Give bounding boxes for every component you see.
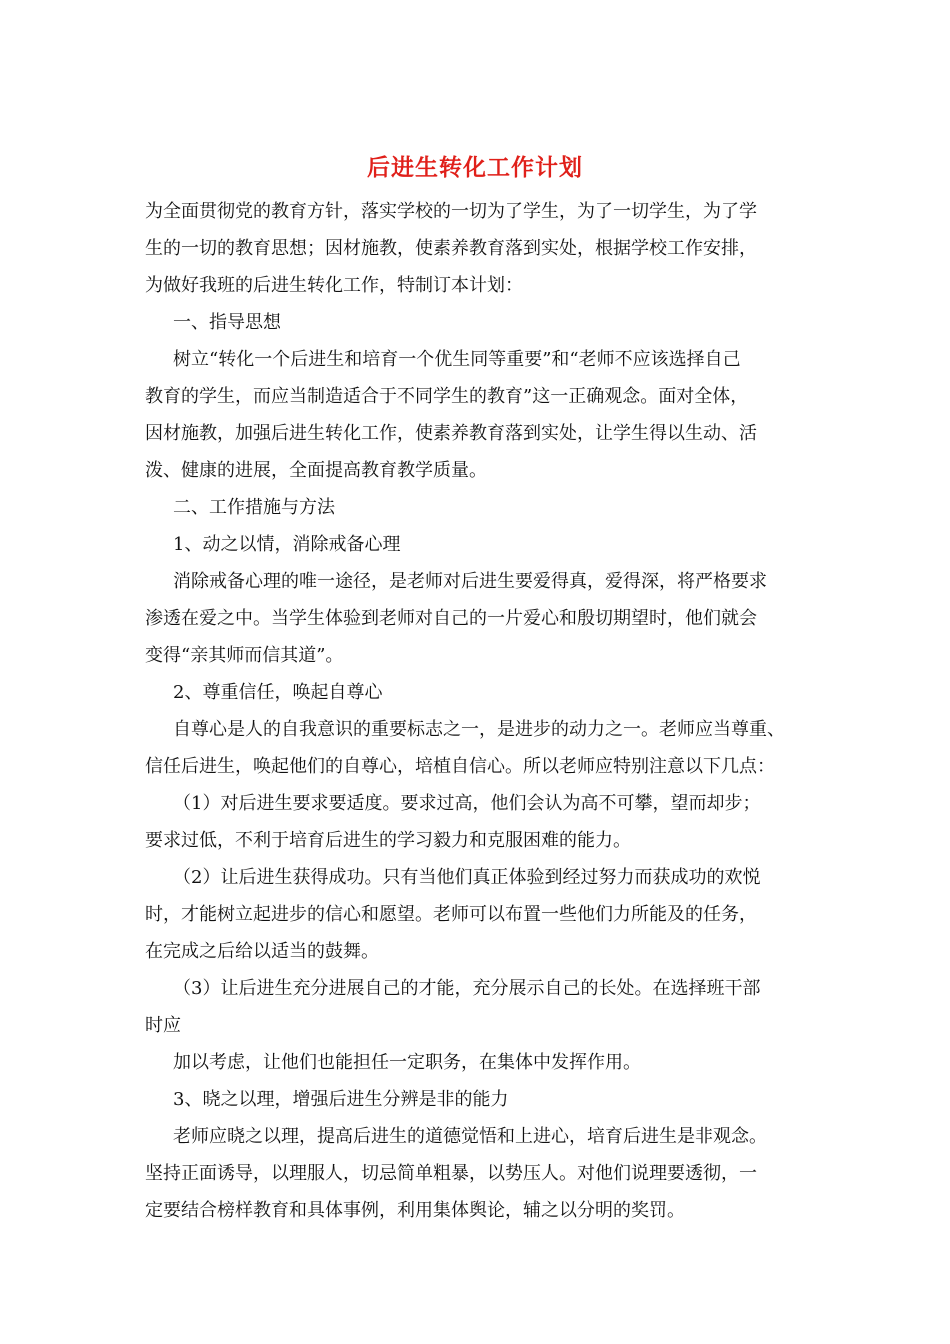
text-line: 自尊心是人的自我意识的重要标志之一，是进步的动力之一。老师应当尊重、 [173, 719, 785, 740]
text-line: 要求过低，不利于培育后进生的学习毅力和克服困难的能力。 [145, 830, 631, 851]
text-line: 生的一切的教育思想；因材施教，使素养教育落到实处，根据学校工作安排， [145, 238, 757, 259]
text-line: 1、动之以情，消除戒备心理 [173, 534, 401, 555]
text-line: 老师应晓之以理，提高后进生的道德觉悟和上进心，培育后进生是非观念。 [173, 1126, 767, 1147]
document-title: 后进生转化工作计划 [367, 154, 583, 181]
text-line: 渗透在爱之中。当学生体验到老师对自己的一片爱心和殷切期望时，他们就会 [145, 608, 757, 629]
text-line: 时，才能树立起进步的信心和愿望。老师可以布置一些他们力所能及的任务， [145, 904, 757, 925]
text-line: （3）让后进生充分进展自己的才能，充分展示自己的长处。在选择班干部 [173, 978, 761, 999]
text-line: 在完成之后给以适当的鼓舞。 [145, 941, 379, 962]
text-line: 为做好我班的后进生转化工作，特制订本计划： [145, 275, 523, 296]
text-line: 一、指导思想 [173, 312, 281, 333]
text-line: 树立“转化一个后进生和培育一个优生同等重要”和“老师不应该选择自己 [173, 349, 741, 370]
text-line: 2、尊重信任，唤起自尊心 [173, 682, 383, 703]
text-line: 消除戒备心理的唯一途径，是老师对后进生要爱得真，爱得深，将严格要求 [173, 571, 767, 592]
text-line: 时应 [145, 1015, 181, 1036]
text-line: （1）对后进生要求要适度。要求过高，他们会认为高不可攀，望而却步； [173, 793, 761, 814]
text-line: （2）让后进生获得成功。只有当他们真正体验到经过努力而获成功的欢悦 [173, 867, 761, 888]
text-line: 二、工作措施与方法 [173, 497, 335, 518]
text-line: 坚持正面诱导，以理服人，切忌简单粗暴，以势压人。对他们说理要透彻，一 [145, 1163, 757, 1184]
text-line: 为全面贯彻党的教育方针，落实学校的一切为了学生，为了一切学生，为了学 [145, 201, 757, 222]
text-line: 泼、健康的进展，全面提高教育教学质量。 [145, 460, 487, 481]
text-line: 因材施教，加强后进生转化工作，使素养教育落到实处，让学生得以生动、活 [145, 423, 757, 444]
text-line: 3、晓之以理，增强后进生分辨是非的能力 [173, 1089, 509, 1110]
text-line: 定要结合榜样教育和具体事例，利用集体舆论，辅之以分明的奖罚。 [145, 1200, 685, 1221]
text-line: 教育的学生，而应当制造适合于不同学生的教育”这一正确观念。面对全体， [145, 386, 749, 407]
text-line: 变得“亲其师而信其道”。 [145, 645, 344, 666]
document-body [145, 193, 815, 1229]
text-line: 加以考虑，让他们也能担任一定职务，在集体中发挥作用。 [173, 1052, 641, 1073]
text-line: 信任后进生，唤起他们的自尊心，培植自信心。所以老师应特别注意以下几点： [145, 756, 775, 777]
